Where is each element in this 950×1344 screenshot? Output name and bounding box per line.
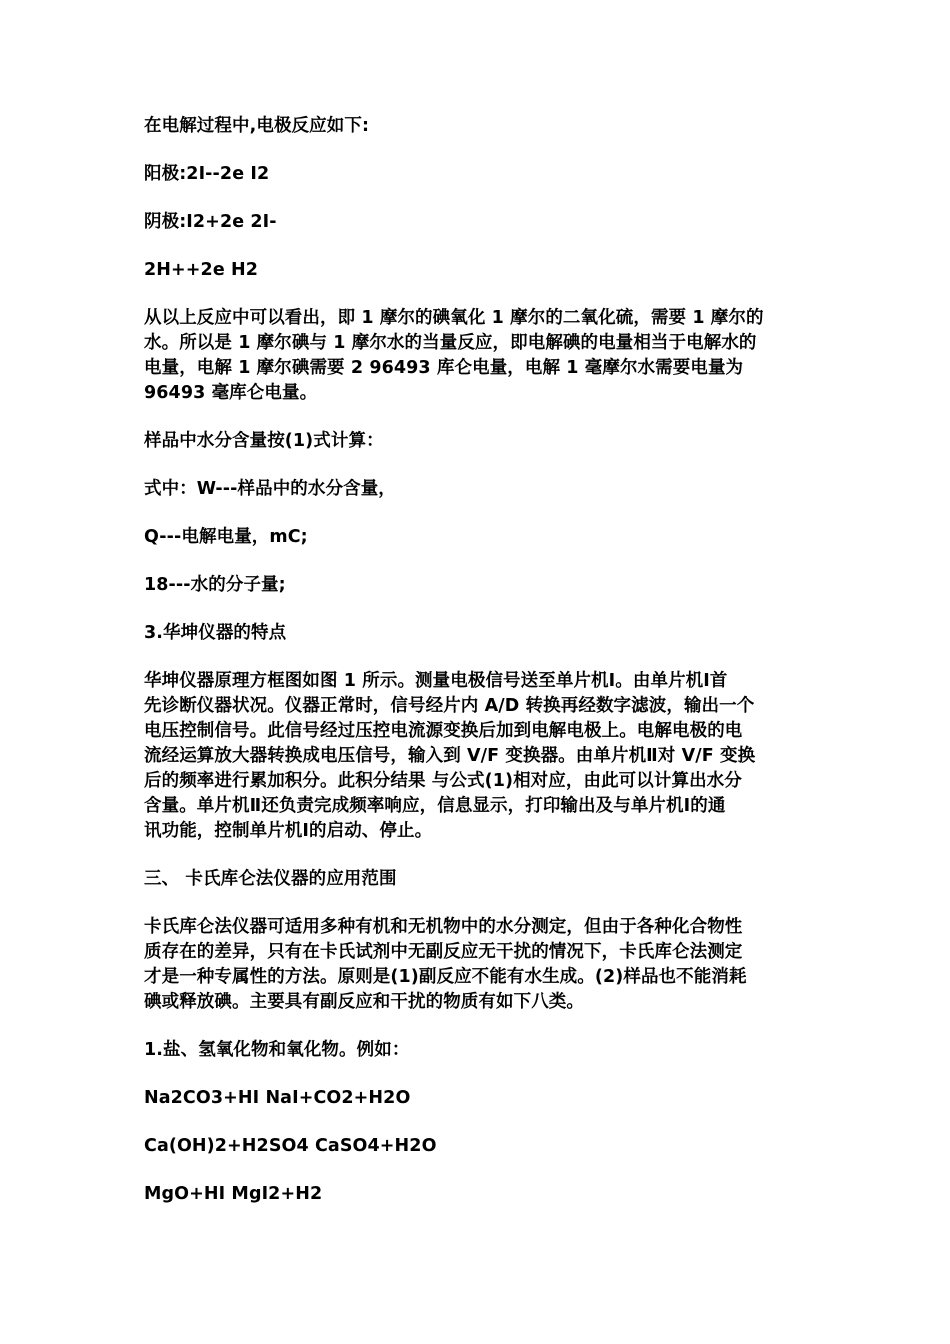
paragraph-salts-heading: 1.盐、氢氧化物和氧化物。例如：: [144, 1040, 410, 1060]
text-line: 水。所以是 1 摩尔碘与 1 摩尔水的当量反应，即电解碘的电量相当于电解水的: [144, 333, 757, 353]
text-line: 96493 毫库仑电量。: [144, 383, 318, 403]
section-heading-features: 3.华坤仪器的特点: [144, 623, 287, 643]
paragraph-reaction-explanation: [144, 306, 809, 406]
paragraph-formula-q: Q---电解电量，mC;: [144, 527, 308, 547]
paragraph-application-scope: [144, 915, 809, 1015]
document-body: [144, 114, 809, 1230]
paragraph-formula-18: 18---水的分子量;: [144, 575, 286, 595]
text-line: 含量。单片机Ⅱ还负责完成频率响应，信息显示，打印输出及与单片机Ⅰ的通: [144, 796, 726, 816]
text-line: 才是一种专属性的方法。原则是(1)副反应不能有水生成。(2)样品也不能消耗: [144, 967, 747, 987]
section-heading-application: 三、 卡氏库仑法仪器的应用范围: [144, 869, 397, 889]
text-line: 后的频率进行累加积分。此积分结果 与公式(1)相对应，由此可以计算出水分: [144, 771, 742, 791]
paragraph-formula-w: 式中：W---样品中的水分含量，: [144, 479, 396, 499]
paragraph-hydrogen-reaction: 2H++2e H2: [144, 260, 259, 280]
equation-magnesium-oxide: MgO+HI MgI2+H2: [144, 1184, 323, 1204]
paragraph-instrument-principle: [144, 669, 809, 844]
text-line: 华坤仪器原理方框图如图 1 所示。测量电极信号送至单片机Ⅰ。由单片机Ⅰ首: [144, 671, 728, 691]
text-line: 电量，电解 1 摩尔碘需要 2 96493 库仑电量，电解 1 毫摩尔水需要电量为: [144, 358, 744, 378]
text-line: 先诊断仪器状况。仪器正常时，信号经片内 A/D 转换再经数字滤波，输出一个: [144, 696, 755, 716]
equation-calcium-hydroxide: Ca(OH)2+H2SO4 CaSO4+H2O: [144, 1136, 437, 1156]
paragraph-formula-intro: 样品中水分含量按(1)式计算：: [144, 431, 384, 451]
paragraph-cathode-reaction: 阴极:I2+2e 2I-: [144, 212, 277, 232]
text-line: 碘或释放碘。主要具有副反应和干扰的物质有如下八类。: [144, 992, 584, 1012]
text-line: 讯功能，控制单片机Ⅰ的启动、停止。: [144, 821, 433, 841]
paragraph-electrode-intro: 在电解过程中,电极反应如下:: [144, 116, 370, 136]
paragraph-anode-reaction: 阳极:2I--2e I2: [144, 164, 270, 184]
text-line: 卡氏库仑法仪器可适用多种有机和无机物中的水分测定，但由于各种化合物性: [144, 917, 743, 937]
equation-sodium-carbonate: Na2CO3+HI NaI+CO2+H2O: [144, 1088, 411, 1108]
text-line: 从以上反应中可以看出，即 1 摩尔的碘氧化 1 摩尔的二氧化硫，需要 1 摩尔的: [144, 308, 764, 328]
text-line: 质存在的差异，只有在卡氏试剂中无副反应无干扰的情况下，卡氏库仑法测定: [144, 942, 743, 962]
text-line: 电压控制信号。此信号经过压控电流源变换后加到电解电极上。电解电极的电: [144, 721, 743, 741]
text-line: 流经运算放大器转换成电压信号，输入到 V/F 变换器。由单片机Ⅱ对 V/F 变换: [144, 746, 756, 766]
